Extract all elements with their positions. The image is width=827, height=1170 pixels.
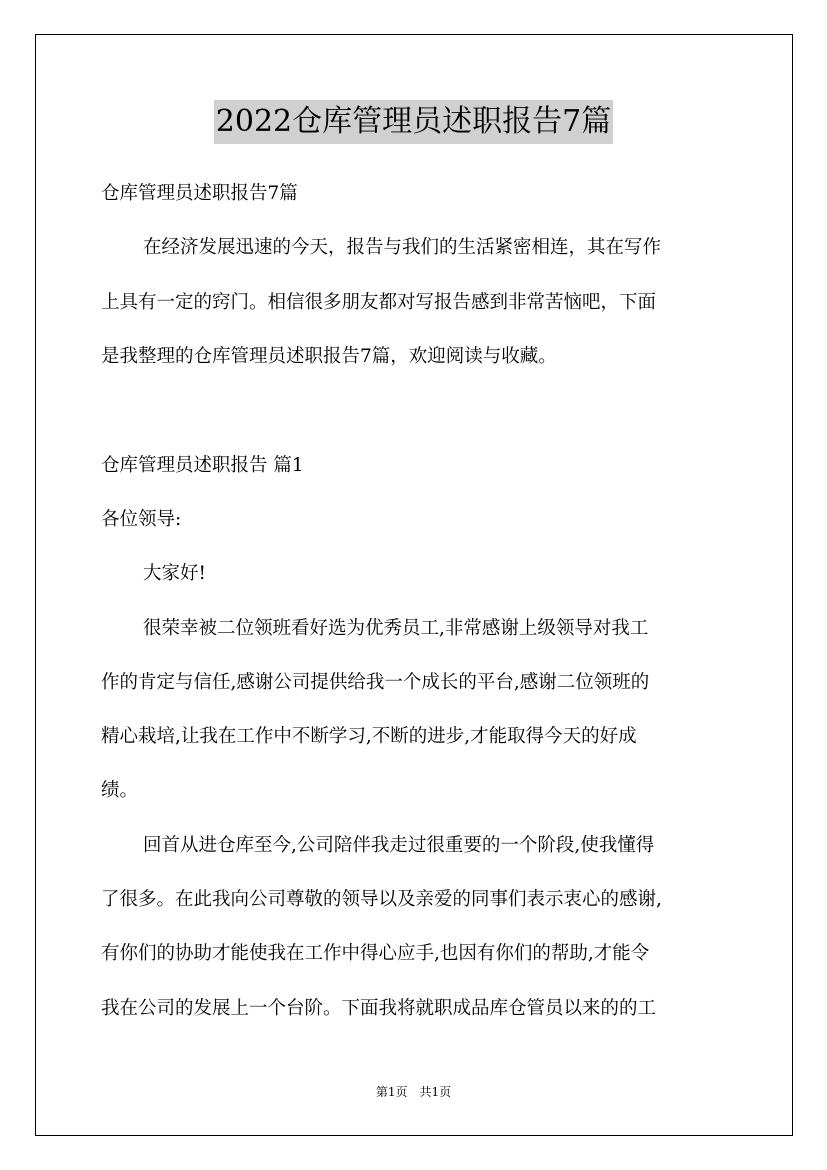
section-heading: 仓库管理员述职报告 篇1 — [101, 455, 304, 476]
intro-paragraph-line-3: 是我整理的仓库管理员述职报告7篇，欢迎阅读与收藏。 — [101, 346, 557, 367]
paragraph-1-line-2: 作的肯定与信任,感谢公司提供给我一个成长的平台,感谢二位领班的 — [101, 672, 650, 693]
paragraph-2-line-2: 了很多。在此我向公司尊敬的领导以及亲爱的同事们表示衷心的感谢, — [101, 889, 662, 910]
intro-paragraph-line-2: 上具有一定的窍门。相信很多朋友都对写报告感到非常苦恼吧，下面 — [101, 292, 657, 313]
salutation: 各位领导: — [101, 509, 182, 530]
title-container — [0, 100, 827, 144]
paragraph-2-line-3: 有你们的协助才能使我在工作中得心应手,也因有你们的帮助,才能令 — [101, 943, 650, 964]
paragraph-2-line-4: 我在公司的发展上一个台阶。下面我将就职成品库仓管员以来的的工 — [101, 998, 657, 1019]
paragraph-2-line-1: 回首从进仓库至今,公司陪伴我走过很重要的一个阶段,使我懂得 — [143, 835, 655, 856]
greeting: 大家好! — [143, 563, 206, 584]
paragraph-1-line-1: 很荣幸被二位领班看好选为优秀员工,非常感谢上级领导对我工 — [143, 618, 649, 639]
paragraph-1-line-4: 绩。 — [101, 780, 139, 801]
intro-paragraph-line-1: 在经济发展迅速的今天，报告与我们的生活紧密相连，其在写作 — [143, 237, 662, 258]
page-number-footer: 第1页 共1页 — [375, 1085, 452, 1099]
document-title: 2022仓库管理员述职报告7篇 — [214, 100, 613, 144]
subtitle-line: 仓库管理员述职报告7篇 — [101, 183, 298, 204]
paragraph-1-line-3: 精心栽培,让我在工作中不断学习,不断的进步,才能取得今天的好成 — [101, 726, 637, 747]
